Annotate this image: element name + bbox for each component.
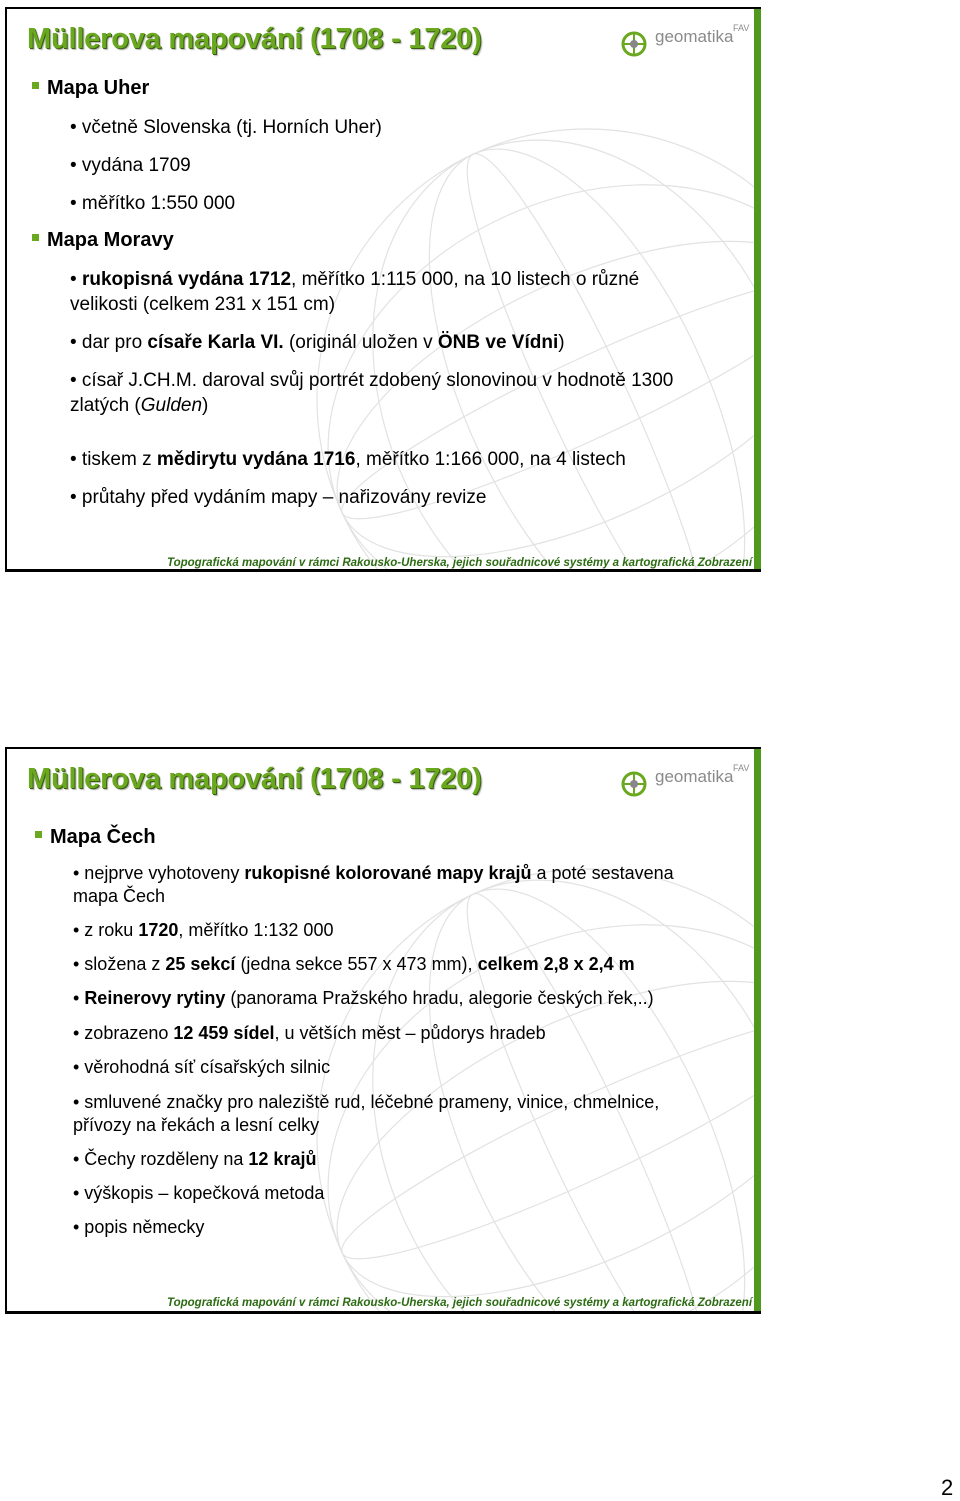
slide-title: Müllerova mapování (1708 - 1720) — [27, 23, 482, 55]
bullet-item-continuation: přívozy na řekách a lesní celky — [73, 1115, 320, 1135]
bullet-item: • včetně Slovenska (tj. Horních Uher) — [70, 117, 382, 138]
globe-logo-icon — [619, 769, 653, 799]
globe-watermark-icon — [307, 859, 761, 1314]
slide-1 — [5, 7, 761, 572]
bullet-item: • dar pro císaře Karla VI. (originál uložen v ÖNB ve Vídni) — [70, 332, 565, 353]
section-mapa-cech: Mapa Čech — [35, 826, 156, 849]
section-mapa-moravy: Mapa Moravy — [32, 229, 174, 252]
bullet-item: • věrohodná síť císařských silnic — [73, 1057, 331, 1077]
slide-2 — [5, 747, 761, 1314]
slide-footer: Topografická mapování v rámci Rakousko-Uherska, jejich souřadnicové systémy a kartografická Zobrazení — [167, 557, 753, 569]
bullet-item: • výškopis – kopečková metoda — [73, 1183, 325, 1203]
section-mapa-uher: Mapa Uher — [32, 77, 149, 100]
bullet-item: • zobrazeno 12 459 sídel, u větších měst – půdorys hradeb — [73, 1023, 546, 1043]
bullet-item-continuation: velikosti (celkem 231 x 151 cm) — [70, 294, 336, 315]
bullet-item: • průtahy před vydáním mapy – nařizovány revize — [70, 487, 487, 508]
bullet-item: • z roku 1720, měřítko 1:132 000 — [73, 920, 334, 940]
bullet-item: • vydána 1709 — [70, 155, 191, 176]
bullet-item: • nejprve vyhotoveny rukopisné kolorované mapy krajů a poté sestavena — [73, 863, 674, 883]
bullet-item: • Čechy rozděleny na 12 krajů — [73, 1149, 317, 1169]
square-bullet-icon — [35, 831, 42, 838]
bullet-item: • popis německy — [73, 1217, 205, 1237]
green-side-bar — [754, 9, 761, 569]
slide-footer: Topografická mapování v rámci Rakousko-Uherska, jejich souřadnicové systémy a kartografická Zobrazení — [167, 1297, 753, 1309]
page-number: 2 — [941, 1475, 954, 1500]
geomatika-logo — [619, 25, 759, 65]
bullet-item-continuation: zlatých (Gulden) — [70, 395, 209, 416]
slide-title: Müllerova mapování (1708 - 1720) — [27, 763, 482, 795]
green-side-bar — [754, 749, 761, 1311]
logo-text: geomatika — [655, 767, 734, 786]
logo-superscript: FAV — [733, 23, 750, 33]
square-bullet-icon — [32, 82, 39, 89]
bullet-item: • složena z 25 sekcí (jedna sekce 557 x 473 mm), celkem 2,8 x 2,4 m — [73, 954, 635, 974]
bullet-item: • rukopisná vydána 1712, měřítko 1:115 000, na 10 listech o různé — [70, 269, 640, 290]
logo-text: geomatika — [655, 27, 734, 46]
bullet-item: • smluvené značky pro naleziště rud, léčebné prameny, vinice, chmelnice, — [73, 1092, 660, 1112]
geomatika-logo — [619, 765, 759, 805]
bullet-item: • tiskem z mědirytu vydána 1716, měřítko 1:166 000, na 4 listech — [70, 449, 626, 470]
logo-superscript: FAV — [733, 763, 750, 773]
globe-logo-icon — [619, 29, 653, 59]
bullet-item: • Reinerovy rytiny (panorama Pražského hradu, alegorie českých řek,..) — [73, 988, 654, 1008]
bullet-item-continuation: mapa Čech — [73, 886, 166, 906]
square-bullet-icon — [32, 234, 39, 241]
bullet-item: • císař J.CH.M. daroval svůj portrét zdobený slonovinou v hodnotě 1300 — [70, 370, 674, 391]
bullet-item: • měřítko 1:550 000 — [70, 193, 236, 214]
